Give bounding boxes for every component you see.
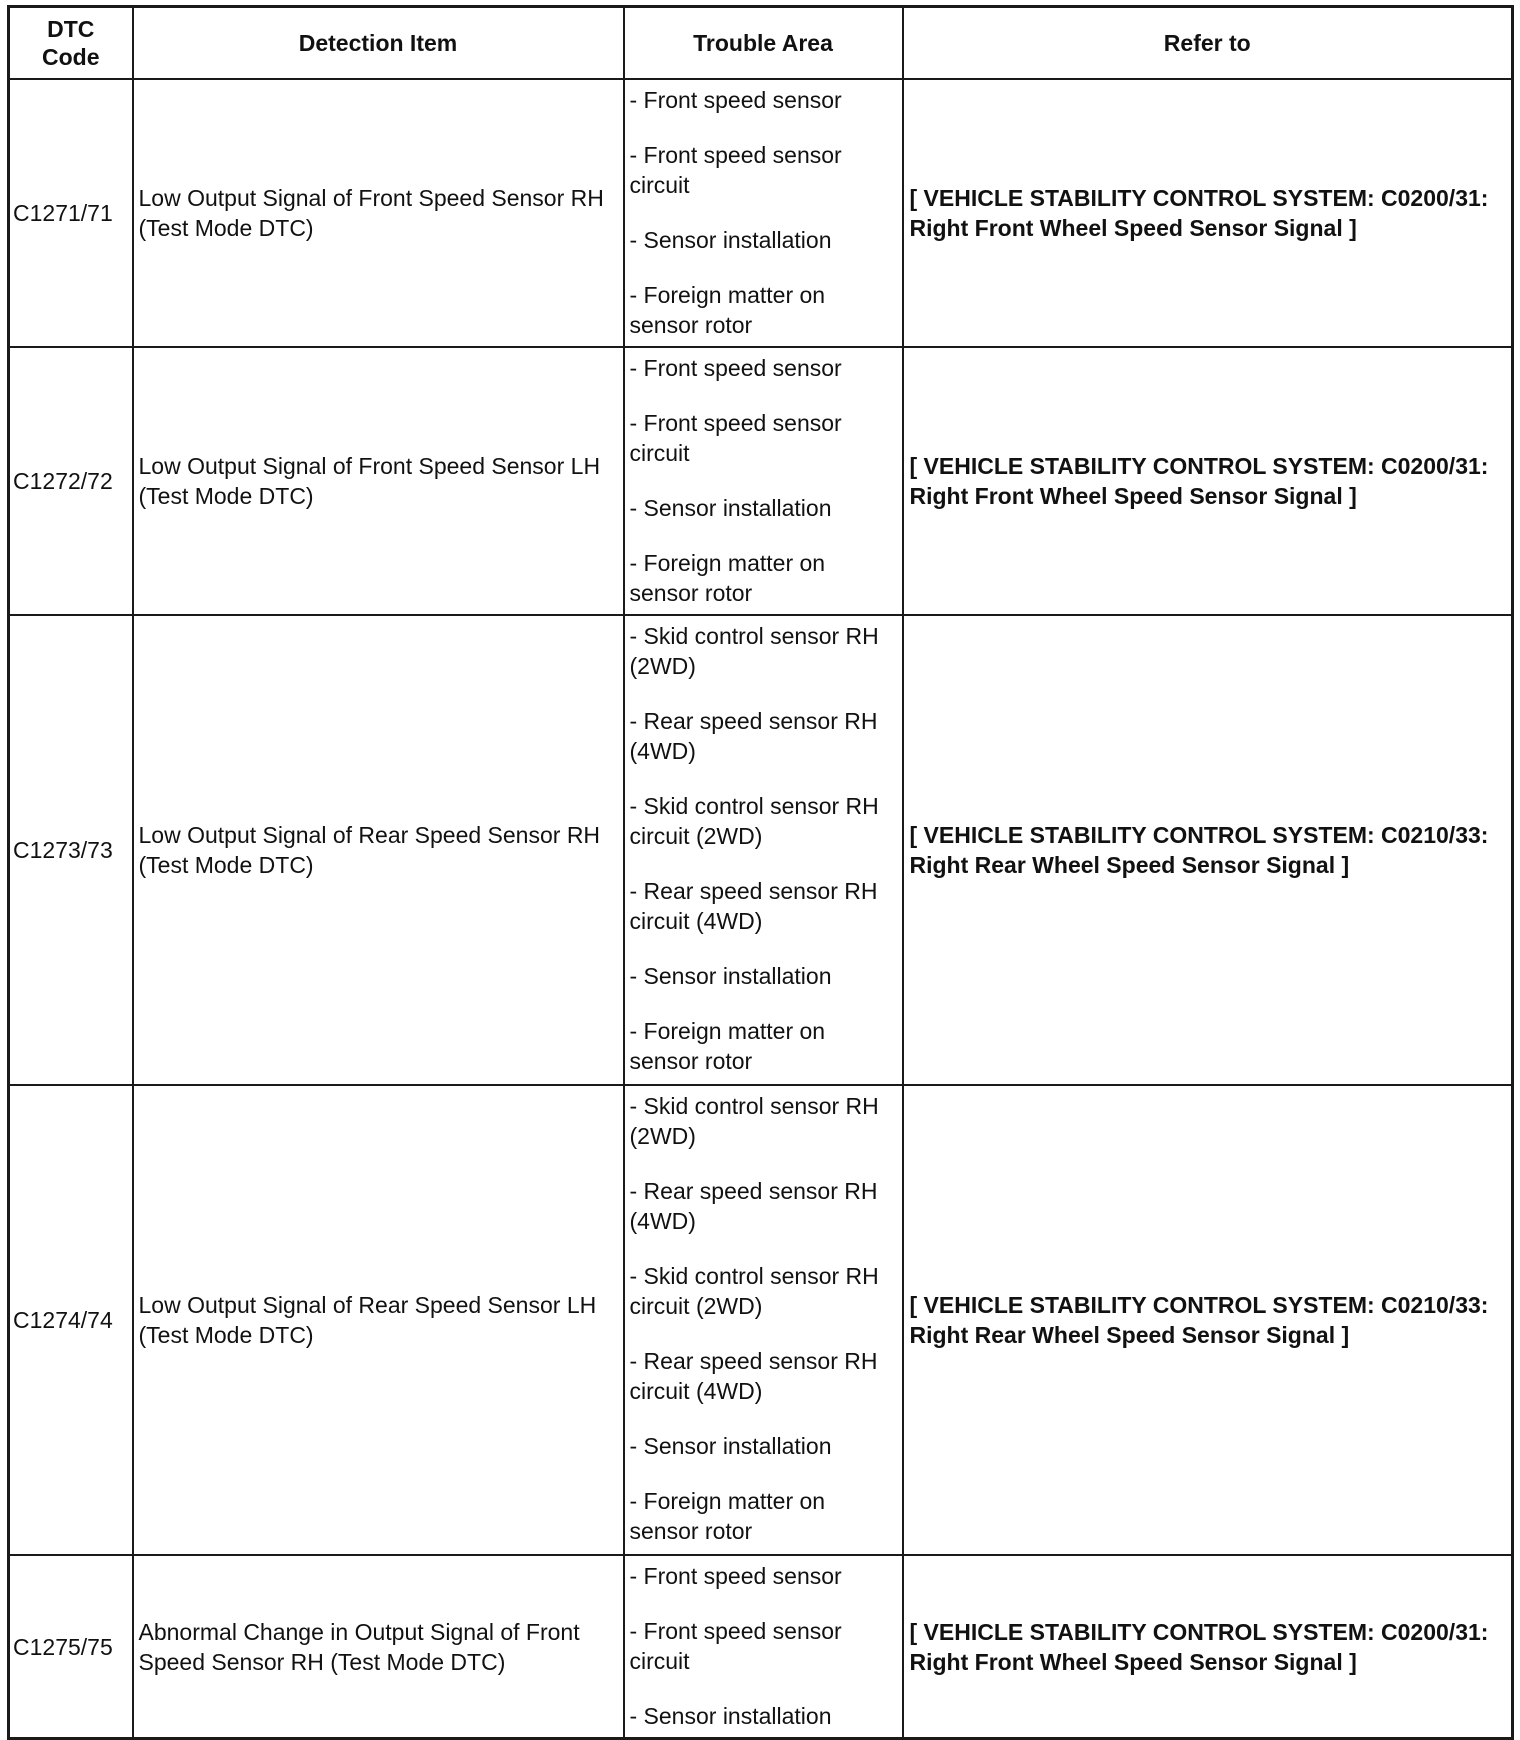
header-dtc-code: DTC Code — [9, 7, 133, 80]
refer-to-link[interactable]: [ VEHICLE STABILITY CONTROL SYSTEM: C0210/33: Right Rear Wheel Speed Sensor Signal ] — [903, 615, 1513, 1085]
detection-item-cell: Low Output Signal of Front Speed Sensor LH (Test Mode DTC) — [133, 347, 624, 615]
header-trouble-area: Trouble Area — [624, 7, 903, 80]
table-row — [9, 347, 1513, 615]
detection-item-cell: Low Output Signal of Rear Speed Sensor RH (Test Mode DTC) — [133, 615, 624, 1085]
table-row — [9, 1555, 1513, 1739]
trouble-area-item: - Sensor installation — [629, 227, 832, 253]
dtc-code-cell: C1271/71 — [9, 79, 133, 347]
trouble-area-cell — [624, 615, 903, 1085]
detection-item-cell: Low Output Signal of Front Speed Sensor RH (Test Mode DTC) — [133, 79, 624, 347]
header-detection-item: Detection Item — [133, 7, 624, 80]
trouble-area-item: - Skid control sensor RH (2WD) — [629, 623, 879, 679]
table-row — [9, 79, 1513, 347]
trouble-area-item: - Rear speed sensor RH circuit (4WD) — [629, 878, 878, 934]
trouble-area-item: - Skid control sensor RH (2WD) — [629, 1093, 879, 1149]
table-row — [9, 615, 1513, 1085]
trouble-area-item: - Sensor installation — [629, 1433, 832, 1459]
trouble-area-cell — [624, 1085, 903, 1555]
dtc-code-cell: C1272/72 — [9, 347, 133, 615]
trouble-area-item: - Rear speed sensor RH circuit (4WD) — [629, 1348, 878, 1404]
trouble-area-cell — [624, 79, 903, 347]
detection-item-cell: Abnormal Change in Output Signal of Front Speed Sensor RH (Test Mode DTC) — [133, 1555, 624, 1739]
trouble-area-item: - Foreign matter on sensor rotor — [629, 1488, 826, 1544]
dtc-code-cell: C1275/75 — [9, 1555, 133, 1739]
trouble-area-item: - Sensor installation — [629, 1703, 832, 1729]
trouble-area-item: - Front speed sensor — [629, 355, 842, 381]
dtc-code-cell: C1274/74 — [9, 1085, 133, 1555]
dtc-table — [7, 5, 1514, 1740]
header-refer-to: Refer to — [903, 7, 1513, 80]
trouble-area-item: - Foreign matter on sensor rotor — [629, 282, 826, 338]
trouble-area-item: - Sensor installation — [629, 963, 832, 989]
trouble-area-item: - Skid control sensor RH circuit (2WD) — [629, 793, 879, 849]
refer-to-link[interactable]: [ VEHICLE STABILITY CONTROL SYSTEM: C0210/33: Right Rear Wheel Speed Sensor Signal ] — [903, 1085, 1513, 1555]
trouble-area-item: - Rear speed sensor RH (4WD) — [629, 708, 878, 764]
trouble-area-item: - Front speed sensor circuit — [629, 410, 842, 466]
refer-to-link[interactable]: [ VEHICLE STABILITY CONTROL SYSTEM: C0200/31: Right Front Wheel Speed Sensor Signal ] — [903, 1555, 1513, 1739]
trouble-area-item: - Rear speed sensor RH (4WD) — [629, 1178, 878, 1234]
trouble-area-item: - Front speed sensor circuit — [629, 1618, 842, 1674]
trouble-area-item: - Foreign matter on sensor rotor — [629, 550, 826, 606]
trouble-area-cell — [624, 1555, 903, 1739]
trouble-area-item: - Sensor installation — [629, 495, 832, 521]
header-row — [9, 7, 1513, 80]
trouble-area-item: - Skid control sensor RH circuit (2WD) — [629, 1263, 879, 1319]
detection-item-cell: Low Output Signal of Rear Speed Sensor LH (Test Mode DTC) — [133, 1085, 624, 1555]
refer-to-link[interactable]: [ VEHICLE STABILITY CONTROL SYSTEM: C0200/31: Right Front Wheel Speed Sensor Signal ] — [903, 79, 1513, 347]
trouble-area-item: - Foreign matter on sensor rotor — [629, 1018, 826, 1074]
trouble-area-item: - Front speed sensor — [629, 87, 842, 113]
trouble-area-item: - Front speed sensor — [629, 1563, 842, 1589]
table-row — [9, 1085, 1513, 1555]
refer-to-link[interactable]: [ VEHICLE STABILITY CONTROL SYSTEM: C0200/31: Right Front Wheel Speed Sensor Signal ] — [903, 347, 1513, 615]
trouble-area-cell — [624, 347, 903, 615]
dtc-code-cell: C1273/73 — [9, 615, 133, 1085]
trouble-area-item: - Front speed sensor circuit — [629, 142, 842, 198]
